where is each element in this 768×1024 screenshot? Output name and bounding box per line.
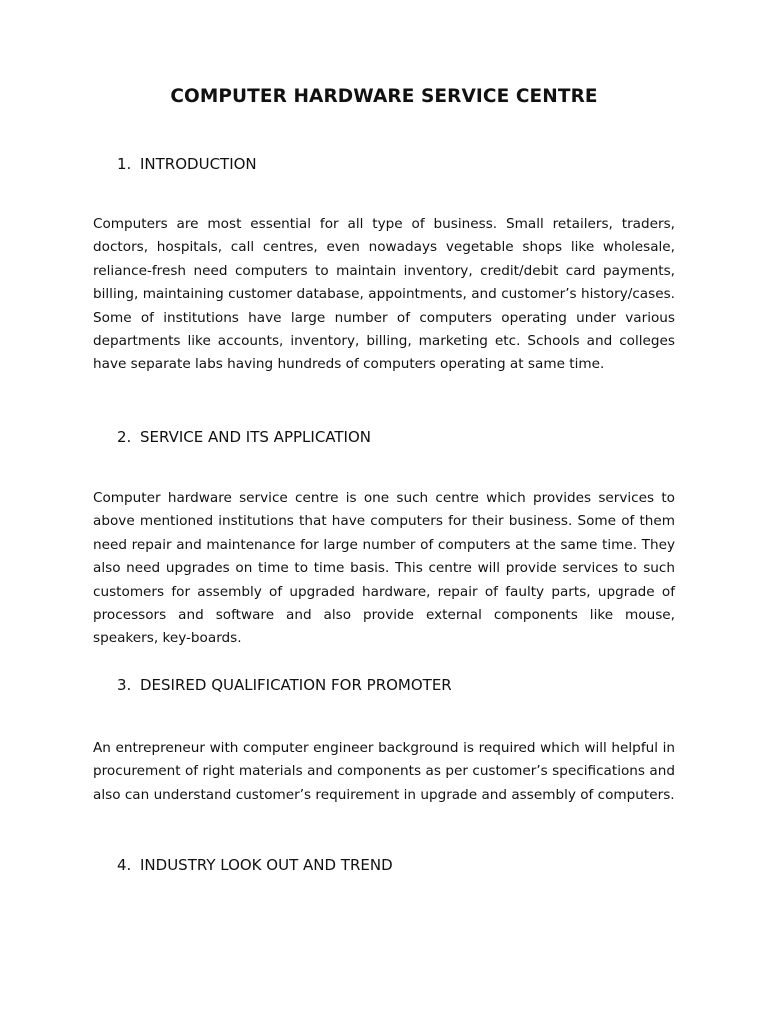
section-number: 2. <box>117 428 132 446</box>
document-title: COMPUTER HARDWARE SERVICE CENTRE <box>170 86 598 107</box>
section-heading-service <box>117 428 371 446</box>
section-number: 1. <box>117 155 132 173</box>
section-heading-text: INDUSTRY LOOK OUT AND TREND <box>140 856 393 874</box>
section-heading-qualification <box>117 676 452 694</box>
section-heading-industry <box>117 856 393 874</box>
section-heading-text: DESIRED QUALIFICATION FOR PROMOTER <box>140 676 452 694</box>
qualification-paragraph: An entrepreneur with computer engineer background is required which will helpful in procurement of right materials and components as per customer’s specifications and also can understand customer’s requirement in upgrade and assembly of computers. <box>93 740 675 803</box>
introduction-paragraph: Computers are most essential for all type of business. Small retailers, traders, doctors, hospitals, call centres, even nowadays vegetable shops like wholesale, reliance-fresh need computers to maintain inventory, credit/debit card payments, billing, maintaining customer database, appointments, and customer’s history/cases. Some of institutions have large number of computers operating under various departments like accounts, inventory, billing, marketing etc. Schools and colleges have separate labs having hundreds of computers operating at same time. <box>93 216 675 373</box>
section-heading-introduction <box>117 155 257 173</box>
section-heading-text: INTRODUCTION <box>140 155 257 173</box>
section-heading-text: SERVICE AND ITS APPLICATION <box>140 428 371 446</box>
section-number: 3. <box>117 676 132 694</box>
service-paragraph: Computer hardware service centre is one such centre which provides services to above mentioned institutions that have computers for their business. Some of them need repair and maintenance for large number of computers at the same time. They also need upgrades on time to time basis. This centre will provide services to such customers for assembly of upgraded hardware, repair of faulty parts, upgrade of processors and software and also provide external components like mouse, speakers, key-boards. <box>93 490 675 647</box>
section-number: 4. <box>117 856 132 874</box>
